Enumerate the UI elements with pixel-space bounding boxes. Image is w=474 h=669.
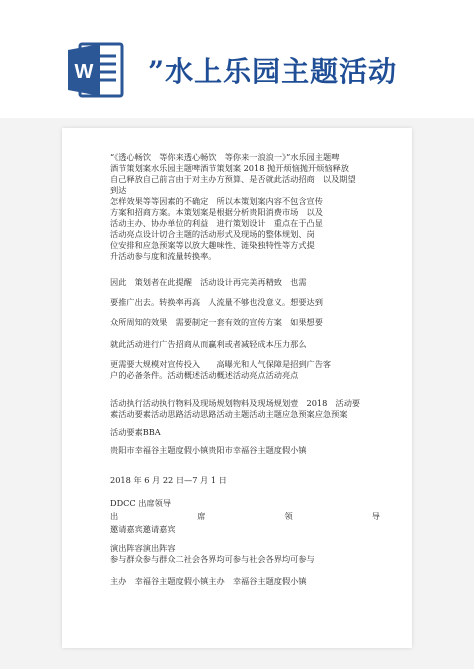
paragraph-date: 2018 年 6 月 22 日—7 月 1 日 bbox=[110, 475, 227, 485]
paragraph-5: 就此活动进行广告招商从而赢利或者减轻成本压力那么 bbox=[110, 339, 307, 349]
paragraph-11: DDCC 出席领导 bbox=[110, 498, 172, 508]
paragraph-2: 因此 策划者在此提醒 活动设计再完美再精致 也需 bbox=[110, 277, 307, 287]
spread-char: 导 bbox=[371, 511, 380, 521]
paragraph-6: 更需要大规模对宣传投入 高曝光和人气保障是招到广告客 户的必备条件。活动概述活动概述活动亮点活动亮点 bbox=[110, 359, 332, 380]
spread-char: 席 bbox=[197, 511, 206, 521]
spread-char: 出 bbox=[110, 511, 119, 521]
paragraph-13: 演出阵容演出阵容 参与群众参与群众二社会各界均可参与社会各界均可参与 bbox=[110, 543, 315, 564]
word-icon bbox=[66, 40, 126, 100]
svg-text:W: W bbox=[74, 61, 94, 83]
spread-char: 领 bbox=[284, 511, 293, 521]
header-banner bbox=[0, 0, 474, 122]
paragraph-7: 活动执行活动执行物料及现场规划物料及现场规划壹 2018 活动要 素活动要素活动思路活动思路活动主题活动主题应急预案应急预案 bbox=[110, 398, 361, 419]
spread-line bbox=[110, 511, 380, 522]
paragraph-9: 贵阳市幸福谷主题度假小镇贵阳市幸福谷主题度假小镇 bbox=[110, 445, 307, 455]
paragraph-12: 邀请嘉宾邀请嘉宾 bbox=[110, 524, 176, 534]
paragraph-14: 主办 幸福谷主题度假小镇主办 幸福谷主题度假小镇 bbox=[110, 576, 307, 586]
paragraph-3: 要推广出去。转换率再高 人流量不够也没意义。想要达到 bbox=[110, 297, 323, 307]
paragraph-intro: “《透心畅饮 等你来透心畅饮 等你来一浪浪一》”水乐园主题啤 酒节策划案水乐园主题啤酒节策划案 2018 抛开烦恼抛开烦恼释放 自己释放自己前言由于对主办方预算、是否就此活动招商 以及期望 到达 怎样效果等等因素的不确定 所以本策划案内容不包含宣传 方案和招商方案。本策划案是根据分析贵阳消费市场 以及 活动主办、协办单位的利益 进行策划设计 重点在于凸显 活动亮点设计切合主题的活动形式及现场的整体规划、岗 位安排和应急预案等以放大趣味性、涟染独特性等方式提 升活动参与度和流量转换率。 bbox=[110, 152, 356, 261]
paragraph-4: 众所周知的效果 需要制定一套有效的宣传方案 如果想要 bbox=[110, 317, 323, 327]
paragraph-8: 活动要素BBA bbox=[110, 427, 161, 437]
page-title: ”水上乐园主题活动 bbox=[148, 55, 398, 88]
